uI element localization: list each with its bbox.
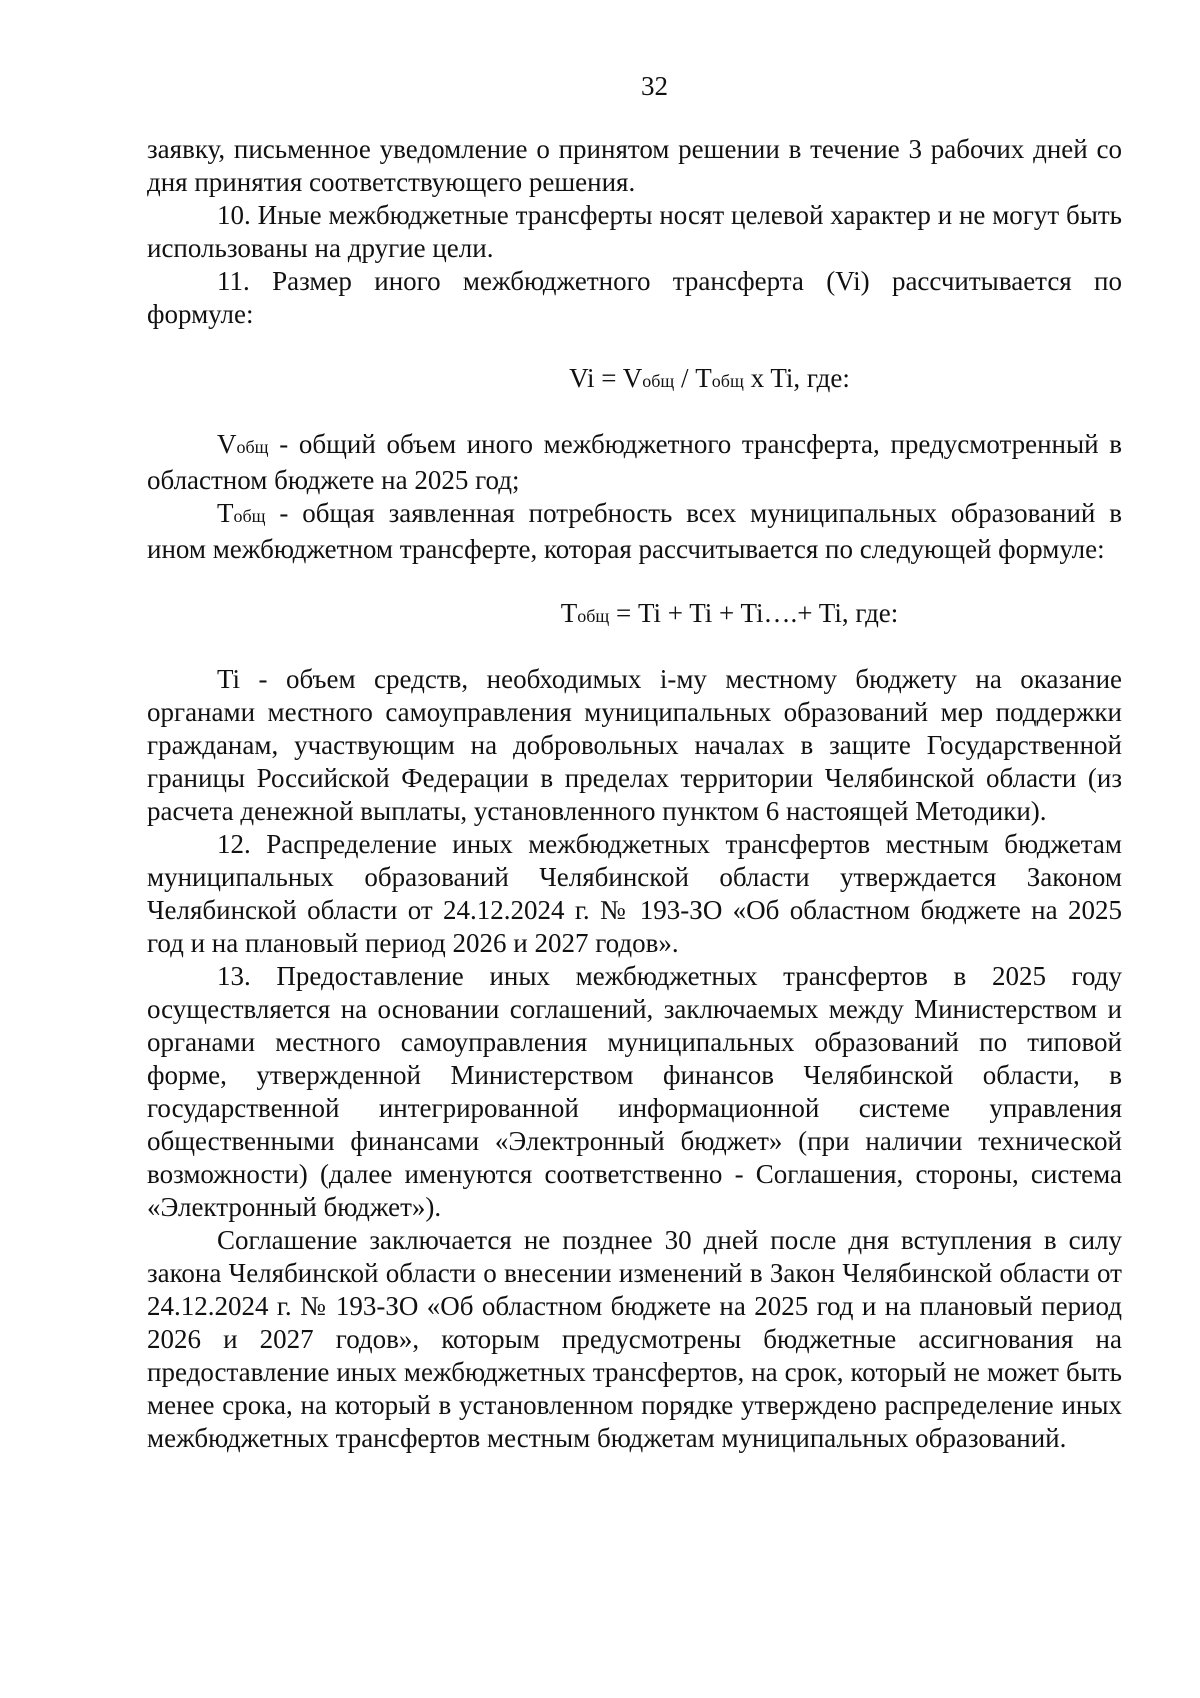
definition-t-symbol: T xyxy=(217,498,234,528)
formula-vi-sub-b: общ xyxy=(711,371,744,391)
paragraph-10: 10. Иные межбюджетные трансферты носят целевой характер и не могут быть использованы на другие цели. xyxy=(147,200,1122,263)
paragraph-continuation: заявку, письменное уведомление о принятом решении в течение 3 рабочих дней со дня принятия соответствующего решения. xyxy=(147,134,1122,197)
formula-vi-part-b: / T xyxy=(674,363,712,393)
formula-vi-part-a: Vi = V xyxy=(569,363,643,393)
formula-vi-part-c: x Ti, где: xyxy=(743,363,850,393)
definition-v-text: - общий объем иного межбюджетного трансферта, предусмотренный в областном бюджете на 2025 год; xyxy=(147,429,1122,495)
formula-t-total xyxy=(147,597,1122,633)
formula-t-sub-a: общ xyxy=(577,606,610,626)
formula-vi-sub-a: общ xyxy=(642,371,675,391)
definition-t-sub: общ xyxy=(233,506,266,526)
paragraph-agreement: Соглашение заключается не позднее 30 дней после дня вступления в силу закона Челябинской области о внесении изменений в Закон Челябинской области от 24.12.2024 г. № 193-ЗО «Об областном бюджете на 2025 год и на плановый период 2026 и 2027 годов», которым предусмотрены бюджетные ассигнования на предоставление иных межбюджетных трансфертов, на срок, который не может быть менее срока, на который в установленном порядке утверждено распределение иных межбюджетных трансфертов местным бюджетам муниципальных образований. xyxy=(147,1225,1122,1453)
page-number: 32 xyxy=(641,71,668,101)
definition-ti: Ti - объем средств, необходимых i-му местному бюджету на оказание органами местного самоуправления муниципальных образований мер поддержки гражданам, участвующим на добровольных началах в защите Государственной границы Российской Федерации в пределах территории Челябинской области (из расчета денежной выплаты, установленного пунктом 6 настоящей Методики). xyxy=(147,664,1122,826)
document-page xyxy=(147,70,1122,1670)
definition-t-total xyxy=(147,497,1122,566)
paragraph-11: 11. Размер иного межбюджетного трансферта (Vi) рассчитывается по формуле: xyxy=(147,266,1122,329)
formula-t-part-b: = Ti + Ti + Ti….+ Ti, где: xyxy=(609,598,899,628)
definition-v-sub: общ xyxy=(236,437,269,457)
formula-t-part-a: T xyxy=(560,598,578,628)
paragraph-12: 12. Распределение иных межбюджетных трансфертов местным бюджетам муниципальных образований Челябинской области утверждается Законом Челябинской области от 24.12.2024 г. № 193-ЗО «Об областном бюджете на 2025 год и на плановый период 2026 и 2027 годов». xyxy=(147,829,1122,958)
definition-v-symbol: V xyxy=(217,429,237,459)
definition-t-text: - общая заявленная потребность всех муниципальных образований в ином межбюджетном трансферте, которая рассчитывается по следующей формуле: xyxy=(147,498,1122,564)
paragraph-13: 13. Предоставление иных межбюджетных трансфертов в 2025 году осуществляется на основании соглашений, заключаемых между Министерством и органами местного самоуправления муниципальных образований по типовой форме, утвержденной Министерством финансов Челябинской области, в государственной интегрированной информационной системе управления общественными финансами «Электронный бюджет» (при наличии технической возможности) (далее именуются соответственно - Соглашения, стороны, система «Электронный бюджет»). xyxy=(147,961,1122,1222)
definition-v-total xyxy=(147,428,1122,497)
formula-vi xyxy=(147,362,1122,398)
